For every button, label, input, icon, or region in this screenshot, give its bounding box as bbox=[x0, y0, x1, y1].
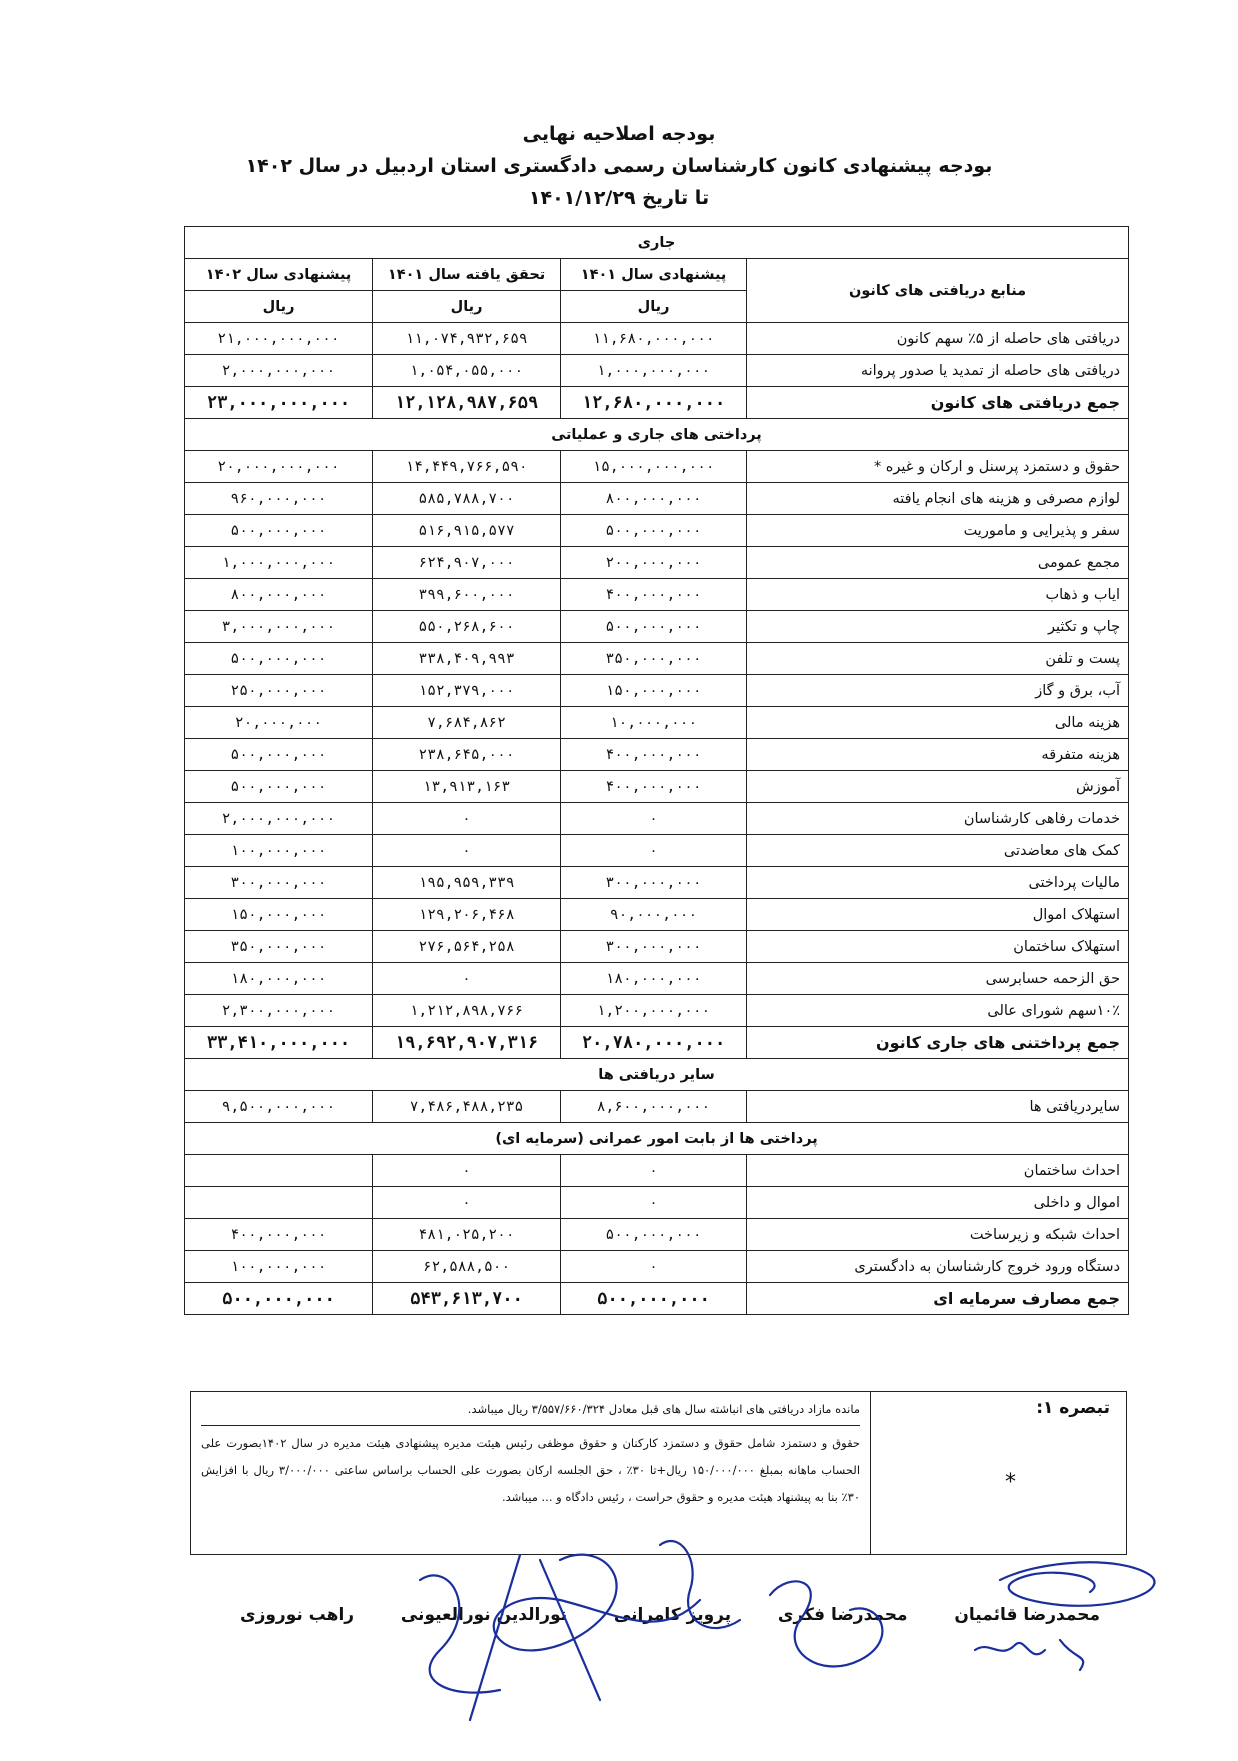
row-label: حق الزحمه حسابرسی bbox=[747, 963, 1129, 995]
signer-name: نورالدین نورالعیونی bbox=[400, 1605, 568, 1625]
row-label: دریافتی های حاصله از تمدید یا صدور پروانه bbox=[747, 355, 1129, 387]
value-1402-proposed: ۳۰۰,۰۰۰,۰۰۰ bbox=[185, 867, 373, 899]
table-row bbox=[185, 1187, 1129, 1219]
value-1401-proposed: ۰ bbox=[561, 835, 747, 867]
value-1401-actual: ۱۲۹,۲۰۶,۴۶۸ bbox=[373, 899, 561, 931]
value-1401-proposed: ۱۵,۰۰۰,۰۰۰,۰۰۰ bbox=[561, 451, 747, 483]
document-title: بودجه اصلاحیه نهایی bbox=[522, 123, 716, 145]
col-header-1401-actual: تحقق یافته سال ۱۴۰۱ bbox=[373, 259, 561, 291]
table-row bbox=[185, 611, 1129, 643]
value-1402-proposed: ۳۳,۴۱۰,۰۰۰,۰۰۰ bbox=[185, 1027, 373, 1059]
row-label: حقوق و دستمزد پرسنل و ارکان و غیره * bbox=[747, 451, 1129, 483]
signature-stroke bbox=[494, 1555, 700, 1651]
row-label: سفر و پذیرایی و ماموریت bbox=[747, 515, 1129, 547]
row-label: استهلاک ساختمان bbox=[747, 931, 1129, 963]
col-header-1401-proposed: پیشنهادی سال ۱۴۰۱ bbox=[561, 259, 747, 291]
table-row bbox=[185, 803, 1129, 835]
total-row bbox=[185, 387, 1129, 419]
signature-stroke bbox=[1000, 1562, 1154, 1606]
value-1401-actual: ۷,۶۸۴,۸۶۲ bbox=[373, 707, 561, 739]
value-1401-actual: ۱۹,۶۹۲,۹۰۷,۳۱۶ bbox=[373, 1027, 561, 1059]
table-row bbox=[185, 867, 1129, 899]
value-1402-proposed: ۱۰۰,۰۰۰,۰۰۰ bbox=[185, 1251, 373, 1283]
value-1401-actual: ۱۳,۹۱۳,۱۶۳ bbox=[373, 771, 561, 803]
row-label: آب، برق و گاز bbox=[747, 675, 1129, 707]
table-row bbox=[185, 547, 1129, 579]
value-1401-actual: ۱۴,۴۴۹,۷۶۶,۵۹۰ bbox=[373, 451, 561, 483]
budget-table bbox=[184, 226, 1129, 1315]
value-1402-proposed: ۵۰۰,۰۰۰,۰۰۰ bbox=[185, 643, 373, 675]
value-1401-proposed: ۰ bbox=[561, 803, 747, 835]
value-1402-proposed: ۵۰۰,۰۰۰,۰۰۰ bbox=[185, 1283, 373, 1315]
value-1401-proposed: ۰ bbox=[561, 1251, 747, 1283]
signatories bbox=[240, 1605, 1100, 1625]
table-row bbox=[185, 995, 1129, 1027]
notes-box bbox=[190, 1391, 1127, 1555]
row-label: چاپ و تکثیر bbox=[747, 611, 1129, 643]
value-1402-proposed: ۵۰۰,۰۰۰,۰۰۰ bbox=[185, 515, 373, 547]
row-label: استهلاک اموال bbox=[747, 899, 1129, 931]
section-title: پرداختی های جاری و عملیاتی bbox=[185, 419, 1129, 451]
signer-name: محمدرضا فکری bbox=[777, 1605, 908, 1625]
section-other-receipts bbox=[185, 1059, 1129, 1091]
table-row bbox=[185, 643, 1129, 675]
row-label: آموزش bbox=[747, 771, 1129, 803]
table-row bbox=[185, 675, 1129, 707]
total-row bbox=[185, 1283, 1129, 1315]
value-1402-proposed: ۲۵۰,۰۰۰,۰۰۰ bbox=[185, 675, 373, 707]
value-1401-actual: ۱۹۵,۹۵۹,۳۳۹ bbox=[373, 867, 561, 899]
table-row bbox=[185, 771, 1129, 803]
row-label: هزینه مالی bbox=[747, 707, 1129, 739]
row-label: دریافتی های حاصله از ۵٪ سهم کانون bbox=[747, 323, 1129, 355]
value-1401-actual: ۰ bbox=[373, 1187, 561, 1219]
value-1402-proposed: ۱,۰۰۰,۰۰۰,۰۰۰ bbox=[185, 547, 373, 579]
table-row bbox=[185, 1219, 1129, 1251]
table-row bbox=[185, 899, 1129, 931]
value-1401-proposed: ۵۰۰,۰۰۰,۰۰۰ bbox=[561, 1219, 747, 1251]
row-label: احداث ساختمان bbox=[747, 1155, 1129, 1187]
document-date: تا تاریخ ۱۴۰۱/۱۲/۲۹ bbox=[528, 187, 710, 209]
document-title-block bbox=[0, 118, 1238, 214]
main-header: منابع دریافتی های کانون bbox=[747, 259, 1129, 323]
table-row bbox=[185, 707, 1129, 739]
value-1402-proposed bbox=[185, 1187, 373, 1219]
value-1401-actual: ۱۱,۰۷۴,۹۳۲,۶۵۹ bbox=[373, 323, 561, 355]
value-1401-actual: ۱,۲۱۲,۸۹۸,۷۶۶ bbox=[373, 995, 561, 1027]
section-current: جاری bbox=[185, 227, 1129, 259]
row-label: دستگاه ورود خروج کارشناسان به دادگستری bbox=[747, 1251, 1129, 1283]
value-1401-proposed: ۵۰۰,۰۰۰,۰۰۰ bbox=[561, 611, 747, 643]
value-1401-proposed: ۴۰۰,۰۰۰,۰۰۰ bbox=[561, 579, 747, 611]
signature-stroke bbox=[975, 1640, 1083, 1670]
notes-text-cell bbox=[191, 1392, 870, 1554]
row-label: کمک های معاضدتی bbox=[747, 835, 1129, 867]
value-1401-proposed: ۱,۲۰۰,۰۰۰,۰۰۰ bbox=[561, 995, 747, 1027]
value-1401-proposed: ۴۰۰,۰۰۰,۰۰۰ bbox=[561, 771, 747, 803]
value-1402-proposed: ۱۵۰,۰۰۰,۰۰۰ bbox=[185, 899, 373, 931]
table-row bbox=[185, 451, 1129, 483]
value-1402-proposed: ۲۰,۰۰۰,۰۰۰ bbox=[185, 707, 373, 739]
value-1402-proposed: ۲۰,۰۰۰,۰۰۰,۰۰۰ bbox=[185, 451, 373, 483]
value-1401-actual: ۰ bbox=[373, 963, 561, 995]
value-1401-proposed: ۵۰۰,۰۰۰,۰۰۰ bbox=[561, 515, 747, 547]
value-1401-actual: ۵۱۶,۹۱۵,۵۷۷ bbox=[373, 515, 561, 547]
total-row bbox=[185, 1027, 1129, 1059]
row-label: مالیات پرداختی bbox=[747, 867, 1129, 899]
section-capital bbox=[185, 1123, 1129, 1155]
value-1401-proposed: ۱۲,۶۸۰,۰۰۰,۰۰۰ bbox=[561, 387, 747, 419]
value-1401-proposed: ۲۰,۷۸۰,۰۰۰,۰۰۰ bbox=[561, 1027, 747, 1059]
value-1402-proposed: ۹۶۰,۰۰۰,۰۰۰ bbox=[185, 483, 373, 515]
table-row bbox=[185, 963, 1129, 995]
value-1401-actual: ۲۷۶,۵۶۴,۲۵۸ bbox=[373, 931, 561, 963]
value-1402-proposed: ۸۰۰,۰۰۰,۰۰۰ bbox=[185, 579, 373, 611]
value-1401-proposed: ۱۰,۰۰۰,۰۰۰ bbox=[561, 707, 747, 739]
row-label: احداث شبکه و زیرساخت bbox=[747, 1219, 1129, 1251]
row-label: جمع دریافتی های کانون bbox=[747, 387, 1129, 419]
section-title: پرداختی ها از بابت امور عمرانی (سرمایه ای) bbox=[185, 1123, 1129, 1155]
value-1402-proposed: ۴۰۰,۰۰۰,۰۰۰ bbox=[185, 1219, 373, 1251]
value-1401-proposed: ۳۰۰,۰۰۰,۰۰۰ bbox=[561, 867, 747, 899]
value-1401-proposed: ۳۵۰,۰۰۰,۰۰۰ bbox=[561, 643, 747, 675]
value-1401-actual: ۳۳۸,۴۰۹,۹۹۳ bbox=[373, 643, 561, 675]
value-1402-proposed: ۲۳,۰۰۰,۰۰۰,۰۰۰ bbox=[185, 387, 373, 419]
value-1401-actual: ۷,۴۸۶,۴۸۸,۲۳۵ bbox=[373, 1091, 561, 1123]
value-1402-proposed: ۱۸۰,۰۰۰,۰۰۰ bbox=[185, 963, 373, 995]
value-1402-proposed: ۲۱,۰۰۰,۰۰۰,۰۰۰ bbox=[185, 323, 373, 355]
section-title: سایر دریافتی ها bbox=[185, 1059, 1129, 1091]
value-1402-proposed: ۲,۰۰۰,۰۰۰,۰۰۰ bbox=[185, 355, 373, 387]
signer-name: راهب نوروزی bbox=[240, 1605, 355, 1625]
value-1401-proposed: ۲۰۰,۰۰۰,۰۰۰ bbox=[561, 547, 747, 579]
row-label: جمع پرداختنی های جاری کانون bbox=[747, 1027, 1129, 1059]
value-1401-proposed: ۴۰۰,۰۰۰,۰۰۰ bbox=[561, 739, 747, 771]
table-row bbox=[185, 483, 1129, 515]
value-1401-actual: ۵۵۰,۲۶۸,۶۰۰ bbox=[373, 611, 561, 643]
row-label: هزینه متفرقه bbox=[747, 739, 1129, 771]
table-row bbox=[185, 579, 1129, 611]
table-row bbox=[185, 931, 1129, 963]
table-row bbox=[185, 515, 1129, 547]
row-label: اموال و داخلی bbox=[747, 1187, 1129, 1219]
value-1401-proposed: ۵۰۰,۰۰۰,۰۰۰ bbox=[561, 1283, 747, 1315]
value-1401-actual: ۰ bbox=[373, 1155, 561, 1187]
value-1401-proposed: ۳۰۰,۰۰۰,۰۰۰ bbox=[561, 931, 747, 963]
value-1401-actual: ۶۲۴,۹۰۷,۰۰۰ bbox=[373, 547, 561, 579]
value-1402-proposed: ۲,۰۰۰,۰۰۰,۰۰۰ bbox=[185, 803, 373, 835]
table-row bbox=[185, 739, 1129, 771]
table-row bbox=[185, 1091, 1129, 1123]
col-header-1402-proposed: پیشنهادی سال ۱۴۰۲ bbox=[185, 259, 373, 291]
unit-label: ریال bbox=[373, 291, 561, 323]
value-1401-proposed: ۰ bbox=[561, 1155, 747, 1187]
note-salaries: حقوق و دستمزد شامل حقوق و دستمزد کارکنان و حقوق موظفی رئیس هیئت مدیره پیشنهادی هیئت مدیره در سال ۱۴۰۲بصورت علی الحساب ماهانه بمبلغ ۱۵۰/۰۰۰/۰۰۰ ریال+تا ۳۰٪ ، حق الجلسه ارکان بصورت علی الحساب براساس ساعتی ۳/۰۰۰/۰۰۰ ریال با افزایش ۳۰٪ بنا به پیشنهاد هیئت مدیره و حقوق حراست ، رئیس دادگاه و ... میباشد. bbox=[201, 1436, 861, 1504]
row-label: مجمع عمومی bbox=[747, 547, 1129, 579]
asterisk-marker: * bbox=[1005, 1470, 1016, 1495]
notes-label-cell bbox=[870, 1392, 1126, 1554]
value-1401-proposed: ۹۰,۰۰۰,۰۰۰ bbox=[561, 899, 747, 931]
signature-stroke bbox=[420, 1555, 600, 1720]
unit-label: ریال bbox=[185, 291, 373, 323]
table-row bbox=[185, 355, 1129, 387]
unit-label: ریال bbox=[561, 291, 747, 323]
document-subtitle: بودجه پیشنهادی کانون کارشناسان رسمی دادگستری استان اردبیل در سال ۱۴۰۲ bbox=[245, 155, 993, 177]
row-label: پست و تلفن bbox=[747, 643, 1129, 675]
value-1401-actual: ۰ bbox=[373, 835, 561, 867]
row-label: لوازم مصرفی و هزینه های انجام یافته bbox=[747, 483, 1129, 515]
value-1401-actual: ۳۹۹,۶۰۰,۰۰۰ bbox=[373, 579, 561, 611]
value-1401-proposed: ۱۱,۶۸۰,۰۰۰,۰۰۰ bbox=[561, 323, 747, 355]
value-1402-proposed: ۵۰۰,۰۰۰,۰۰۰ bbox=[185, 739, 373, 771]
row-label: ۱۰٪سهم شورای عالی bbox=[747, 995, 1129, 1027]
notes-title: تبصره ۱: bbox=[1036, 1398, 1110, 1418]
signer-name: محمدرضا قائمیان bbox=[954, 1605, 1100, 1625]
value-1402-proposed: ۳۵۰,۰۰۰,۰۰۰ bbox=[185, 931, 373, 963]
value-1401-actual: ۲۳۸,۶۴۵,۰۰۰ bbox=[373, 739, 561, 771]
value-1401-proposed: ۱۵۰,۰۰۰,۰۰۰ bbox=[561, 675, 747, 707]
value-1401-proposed: ۱,۰۰۰,۰۰۰,۰۰۰ bbox=[561, 355, 747, 387]
row-label: جمع مصارف سرمایه ای bbox=[747, 1283, 1129, 1315]
value-1401-proposed: ۸۰۰,۰۰۰,۰۰۰ bbox=[561, 483, 747, 515]
value-1402-proposed: ۳,۰۰۰,۰۰۰,۰۰۰ bbox=[185, 611, 373, 643]
value-1401-actual: ۴۸۱,۰۲۵,۲۰۰ bbox=[373, 1219, 561, 1251]
section-payments bbox=[185, 419, 1129, 451]
value-1402-proposed: ۹,۵۰۰,۰۰۰,۰۰۰ bbox=[185, 1091, 373, 1123]
value-1401-actual: ۱۵۲,۳۷۹,۰۰۰ bbox=[373, 675, 561, 707]
table-row bbox=[185, 1251, 1129, 1283]
value-1401-actual: ۶۲,۵۸۸,۵۰۰ bbox=[373, 1251, 561, 1283]
row-label: خدمات رفاهی کارشناسان bbox=[747, 803, 1129, 835]
table-row bbox=[185, 835, 1129, 867]
signer-name: پرویز کامرانی bbox=[613, 1605, 732, 1625]
value-1402-proposed: ۲,۳۰۰,۰۰۰,۰۰۰ bbox=[185, 995, 373, 1027]
table-row bbox=[185, 323, 1129, 355]
value-1402-proposed bbox=[185, 1155, 373, 1187]
row-label: ایاب و ذهاب bbox=[747, 579, 1129, 611]
value-1401-actual: ۱۲,۱۲۸,۹۸۷,۶۵۹ bbox=[373, 387, 561, 419]
value-1401-actual: ۵۸۵,۷۸۸,۷۰۰ bbox=[373, 483, 561, 515]
value-1401-proposed: ۱۸۰,۰۰۰,۰۰۰ bbox=[561, 963, 747, 995]
table-row bbox=[185, 1155, 1129, 1187]
value-1402-proposed: ۵۰۰,۰۰۰,۰۰۰ bbox=[185, 771, 373, 803]
value-1401-actual: ۵۴۳,۶۱۳,۷۰۰ bbox=[373, 1283, 561, 1315]
value-1401-proposed: ۰ bbox=[561, 1187, 747, 1219]
note-surplus: مانده مازاد دریافتی های انباشته سال های قبل معادل ۳/۵۵۷/۶۶۰/۳۲۴ ریال میباشد. bbox=[201, 1396, 860, 1426]
value-1401-proposed: ۸,۶۰۰,۰۰۰,۰۰۰ bbox=[561, 1091, 747, 1123]
row-label: سایردریافتی ها bbox=[747, 1091, 1129, 1123]
value-1402-proposed: ۱۰۰,۰۰۰,۰۰۰ bbox=[185, 835, 373, 867]
value-1401-actual: ۱,۰۵۴,۰۵۵,۰۰۰ bbox=[373, 355, 561, 387]
value-1401-actual: ۰ bbox=[373, 803, 561, 835]
